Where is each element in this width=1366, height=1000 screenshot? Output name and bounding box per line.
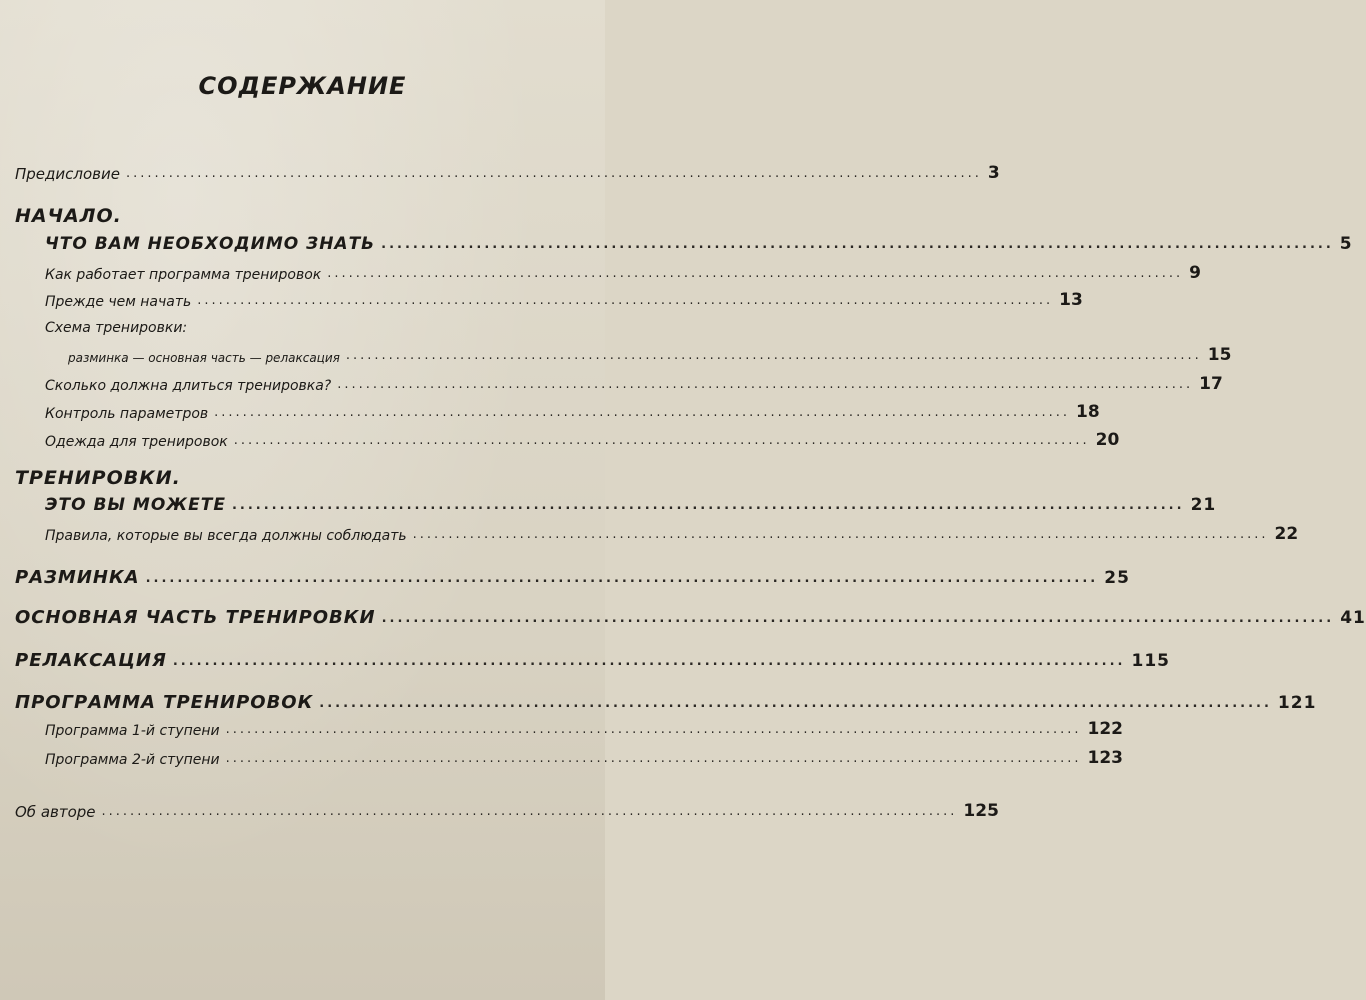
leader-dots: ........................................................................................................................ [381,611,1335,626]
leader-dots: ........................................................................................................................ [319,696,1272,711]
leader-dots: ........................................................................................................................ [225,722,1082,737]
toc-entry-label: Сколько должна длиться тренировка? [45,378,332,394]
toc-entry-scheme [68,345,1232,365]
leader-dots: ........................................................................................................................ [101,804,958,819]
toc-entry-page: 9 [1189,263,1201,283]
leader-dots: ........................................................................................................................ [225,751,1082,766]
toc-entry-label: разминка — основная часть — релаксация [68,351,340,365]
leader-dots: ........................................................................................................................ [381,237,1334,252]
toc-entry-page: 123 [1087,748,1124,768]
toc-entry-program-level-1 [45,719,1124,739]
toc-entry-program [15,692,1317,713]
leader-dots: ........................................................................................................................ [214,405,1071,420]
toc-entry-you-can [45,495,1217,515]
leader-dots: ........................................................................................................................ [337,377,1194,392]
toc-entry-page: 25 [1104,568,1130,588]
toc-entry-label: Правила, которые вы всегда должны соблюдать [45,528,407,544]
toc-entry-duration [45,374,1223,394]
leader-dots: ........................................................................................................................ [172,654,1126,669]
toc-scheme-label: Схема тренировки: [45,320,188,336]
leader-dots: ........................................................................................................................ [145,571,1099,586]
toc-entry-page: 41 [1340,608,1366,628]
toc-entry-label: Предисловие [15,165,120,183]
toc-entry-label: Как работает программа тренировок [45,267,322,283]
toc-entry-label: ПРОГРАММА ТРЕНИРОВОК [15,692,314,713]
page-title: СОДЕРЖАНИЕ [198,72,407,100]
toc-entry-label: ОСНОВНАЯ ЧАСТЬ ТРЕНИРОВКИ [15,607,376,628]
leader-dots: ........................................................................................................................ [197,293,1054,308]
toc-entry-page: 115 [1131,651,1170,671]
toc-entry-label: РАЗМИНКА [15,567,140,588]
leader-dots: ........................................................................................................................ [231,498,1185,513]
toc-entry-parameters [45,402,1100,422]
toc-entry-need-to-know [45,234,1353,254]
toc-entry-label: РЕЛАКСАЦИЯ [15,650,167,671]
toc-entry-label: Прежде чем начать [45,294,192,310]
toc-entry-page: 125 [963,801,999,821]
toc-entry-page: 15 [1207,345,1232,365]
section-heading-start: НАЧАЛО. [15,205,122,227]
toc-entry-label: ЧТО ВАМ НЕОБХОДИМО ЗНАТЬ [45,234,376,254]
toc-entry-page: 22 [1274,524,1299,544]
leader-dots: ........................................................................................................................ [125,166,982,181]
toc-entry-page: 122 [1087,719,1124,739]
section-heading-trainings: ТРЕНИРОВКИ. [15,467,181,489]
toc-entry-preface [15,163,1000,183]
toc-entry-page: 5 [1339,234,1353,254]
toc-entry-page: 3 [987,163,1000,183]
leader-dots: ........................................................................................................................ [327,266,1184,281]
toc-entry-label: Одежда для тренировок [45,434,228,450]
toc-entry-page: 17 [1199,374,1223,394]
toc-entry-author [15,801,999,821]
toc-entry-label: Программа 2-й ступени [45,752,220,768]
toc-entry-label: Программа 1-й ступени [45,723,220,739]
toc-entry-page: 121 [1277,693,1317,713]
toc-entry-label: ЭТО ВЫ МОЖЕТЕ [45,495,226,515]
toc-entry-warmup [15,567,1130,588]
leader-dots: ........................................................................................................................ [412,527,1269,542]
toc-entry-main-part [15,607,1366,628]
toc-entry-program-level-2 [45,748,1124,768]
toc-entry-how-program-works [45,263,1201,283]
toc-entry-page: 20 [1095,430,1120,450]
toc-entry-relaxation [15,650,1170,671]
toc-entry-clothing [45,430,1120,450]
toc-entry-label: Об авторе [15,803,96,821]
leader-dots: ........................................................................................................................ [345,348,1202,363]
toc-entry-page: 13 [1059,290,1083,310]
toc-entry-label: Контроль параметров [45,406,209,422]
toc-entry-page: 21 [1190,495,1217,515]
toc-entry-rules [45,524,1299,544]
leader-dots: ........................................................................................................................ [233,433,1090,448]
toc-entry-before-start [45,290,1083,310]
toc-entry-page: 18 [1076,402,1100,422]
